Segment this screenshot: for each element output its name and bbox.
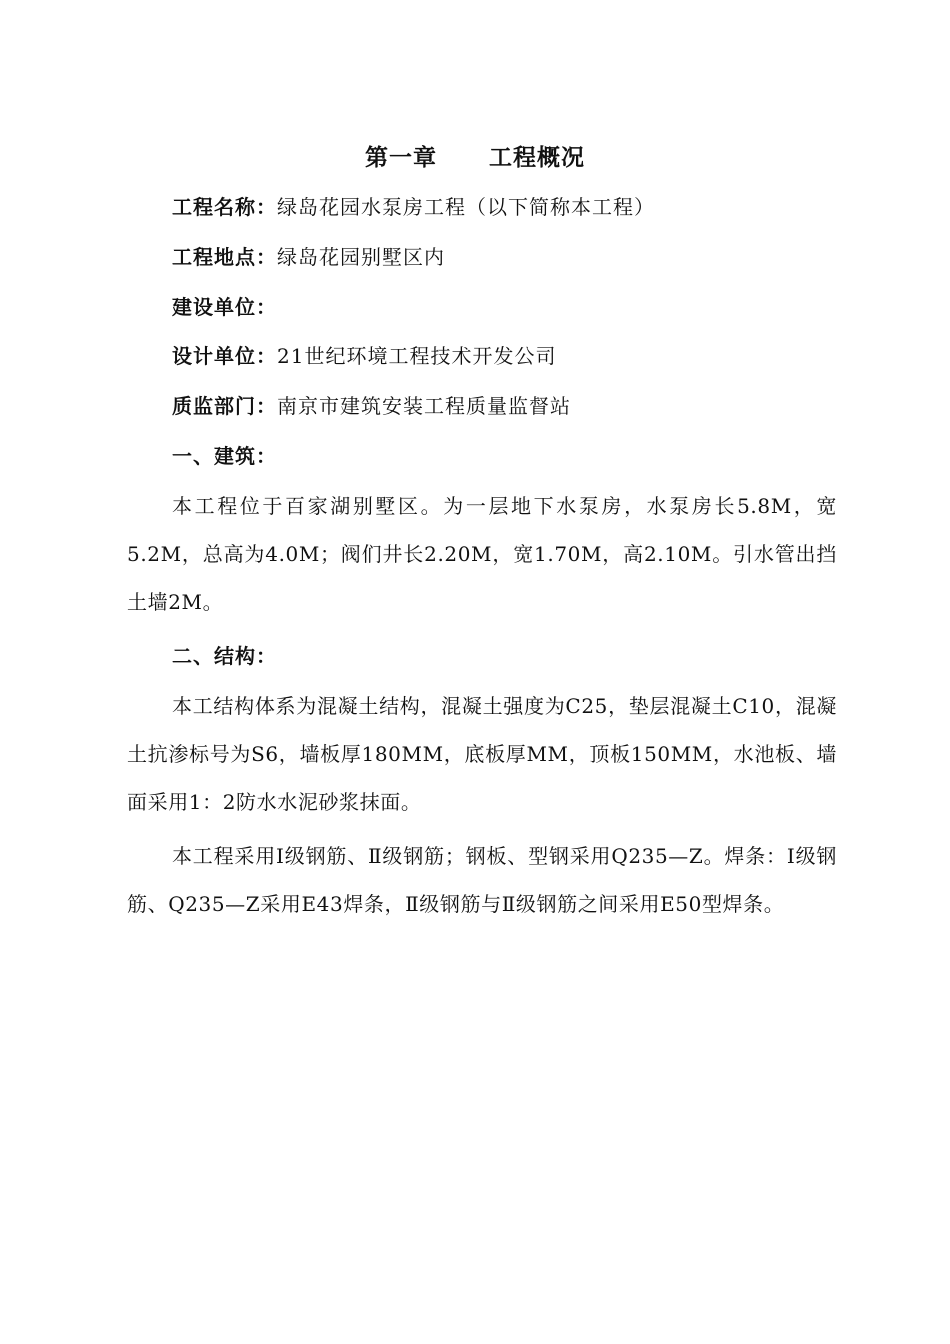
info-value: 南京市建筑安装工程质量监督站	[277, 394, 571, 418]
section-heading-structure: 二、结构：	[172, 644, 277, 668]
info-label: 质监部门：	[172, 394, 277, 418]
info-label: 建设单位：	[172, 295, 277, 319]
info-value: 绿岛花园别墅区内	[277, 245, 445, 269]
section-heading-architecture: 一、建筑：	[172, 444, 277, 468]
info-construction-unit	[172, 292, 277, 322]
chapter-title	[0, 140, 950, 176]
info-value: 绿岛花园水泵房工程（以下简称本工程）	[277, 195, 655, 219]
info-design-unit	[172, 341, 556, 371]
paragraph-steel-welding: 本工程采用Ⅰ级钢筋、Ⅱ级钢筋；钢板、型钢采用Q235—Z。焊条：Ⅰ级钢筋、Q235—Z采用E43焊条，Ⅱ级钢筋与Ⅱ级钢筋之间采用E50型焊条。	[127, 844, 837, 916]
chapter-name: 工程概况	[489, 145, 585, 171]
info-label: 工程地点：	[172, 245, 277, 269]
info-label: 工程名称：	[172, 195, 277, 219]
info-quality-supervision	[172, 391, 571, 421]
paragraph-architecture: 本工程位于百家湖别墅区。为一层地下水泵房，水泵房长5.8M，宽5.2M，总高为4.0M；阀们井长2.20M，宽1.70M，高2.10M。引水管出挡土墙2M。	[127, 494, 837, 614]
paragraph-structure-system: 本工结构体系为混凝土结构，混凝土强度为C25，垫层混凝土C10，混凝土抗渗标号为S6，墙板厚180MM，底板厚MM，顶板150MM，水池板、墙面采用1：2防水水泥砂浆抹面。	[127, 694, 837, 814]
info-project-name	[172, 192, 655, 222]
info-value: 21世纪环境工程技术开发公司	[277, 344, 557, 368]
info-label: 设计单位：	[172, 344, 277, 368]
chapter-number: 第一章	[365, 145, 437, 171]
info-project-location	[172, 242, 445, 272]
